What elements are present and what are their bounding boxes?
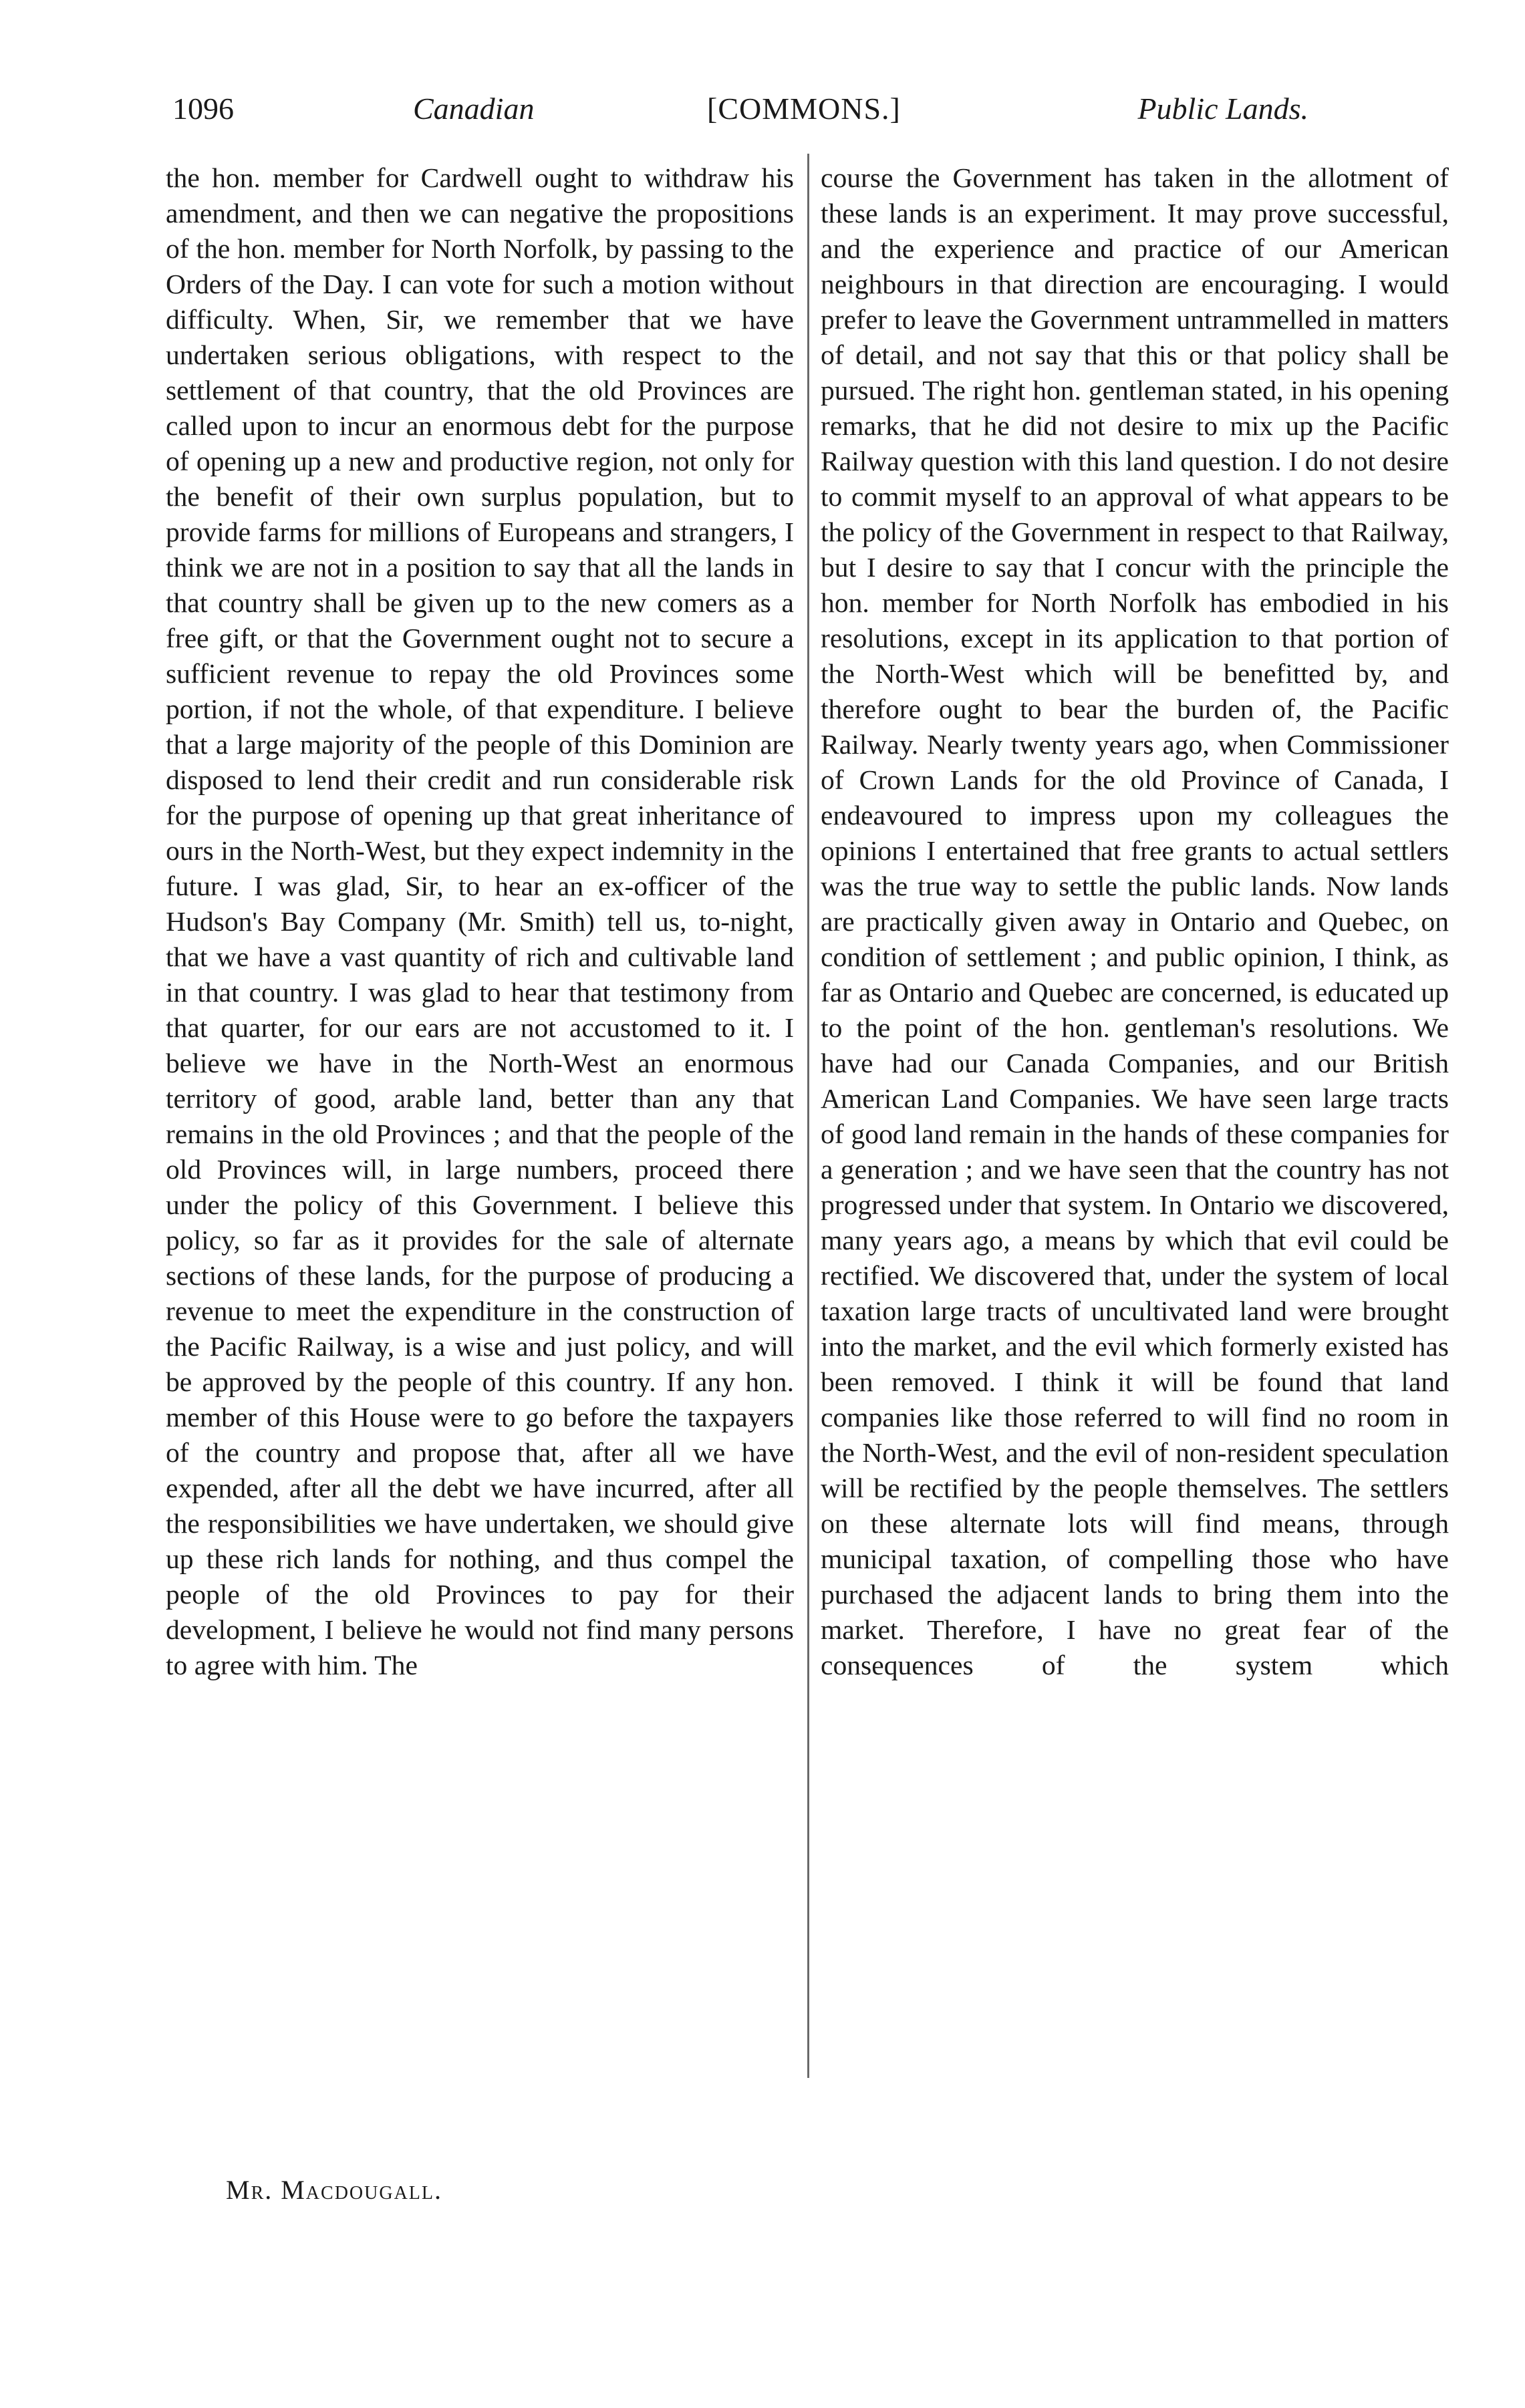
header-left-title: Canadian	[413, 92, 535, 126]
header-center-title: [COMMONS.]	[707, 92, 901, 126]
running-header	[172, 86, 1308, 132]
right-column-text: course the Government has taken in the allotment of these lands is an experiment. It may prove successful, and the experience and practice of our American neighbours in that direction are encouraging. I would prefer to leave the Government untrammelled in matters of detail, and not say that this or that policy shall be pursued. The right hon. gentleman stated, in his opening remarks, that he did not desire to mix up the Pacific Railway question with this land question. I do not desire to commit myself to an approval of what appears to be the policy of the Government in respect to that Railway, but I desire to say that I concur with the principle the hon. member for North Norfolk has embodied in his resolutions, except in its application to that portion of the North-West which will be benefitted by, and therefore ought to bear the burden of, the Pacific Railway. Nearly twenty years ago, when Commissioner of Crown Lands for the old Province of Canada, I endeavoured to impress upon my colleagues the opinions I entertained that free grants to actual settlers was the true way to settle the public lands. Now lands are practically given away in Ontario and Quebec, on condition of settlement ; and public opinion, I think, as far as Ontario and Quebec are concerned, is educated up to the point of the hon. gentleman's resolutions. We have had our Canada Companies, and our British American Land Companies. We have seen large tracts of good land remain in the hands of these companies for a generation ; and we have seen that the country has not progressed under that system. In Ontario we discovered, many years ago, a means by which that evil could be rectified. We discovered that, under the system of local taxation large tracts of uncultivated land were brought into the market, and the evil which formerly existed has been removed. I think it will be found that land companies like those referred to will find no room in the North-West, and the evil of non-resident speculation will be rectified by the people themselves. The settlers on these alternate lots will find means, through municipal taxation, of compelling those who have purchased the adjacent lands to bring them into the market. Therefore, I have no great fear of the consequences of the system which	[821, 162, 1449, 1680]
page-number: 1096	[172, 92, 234, 126]
text-columns	[166, 160, 1449, 2111]
left-column-text: the hon. member for Cardwell ought to withdraw his amendment, and then we can negative the propositions of the hon. member for North Norfolk, by passing to the Orders of the Day. I can vote for such a motion without difficulty. When, Sir, we remember that we have undertaken serious obligations, with respect to the settlement of that country, that the old Provinces are called upon to incur an enormous debt for the purpose of opening up a new and productive region, not only for the benefit of their own surplus population, but to provide farms for millions of Europeans and strangers, I think we are not in a position to say that all the lands in that country shall be given up to the new comers as a free gift, or that the Government ought not to secure a sufficient revenue to repay the old Provinces some portion, if not the whole, of that expenditure. I believe that a large majority of the people of this Dominion are disposed to lend their credit and run considerable risk for the purpose of opening up that great inheritance of ours in the North-West, but they expect indemnity in the future. I was glad, Sir, to hear an ex-officer of the Hudson's Bay Company (Mr. Smith) tell us, to-night, that we have a vast quantity of rich and cultivable land in that country. I was glad to hear that testimony from that quarter, for our ears are not accustomed to it. I believe we have in the North-West an enormous territory of good, arable land, better than any that remains in the old Provinces ; and that the people of the old Provinces will, in large numbers, proceed there under the policy of this Government. I believe this policy, so far as it provides for the sale of alternate sections of these lands, for the purpose of producing a revenue to meet the expenditure in the construction of the Pacific Railway, is a wise and just policy, and will be approved by the people of this country. If any hon. member of this House were to go before the taxpayers of the country and propose that, after all we have expended, after all the debt we have incurred, after all the responsibilities we have undertaken, we should give up these rich lands for nothing, and thus compel the people of the old Provinces to pay for their development, I believe he would not find many persons to agree with him. The	[166, 162, 794, 1680]
header-right-title: Public Lands.	[1137, 92, 1308, 126]
right-column	[821, 160, 1449, 1683]
column-divider	[807, 154, 809, 2078]
left-column	[166, 160, 794, 1683]
speaker-footer: Mr. Macdougall.	[226, 2175, 443, 2205]
